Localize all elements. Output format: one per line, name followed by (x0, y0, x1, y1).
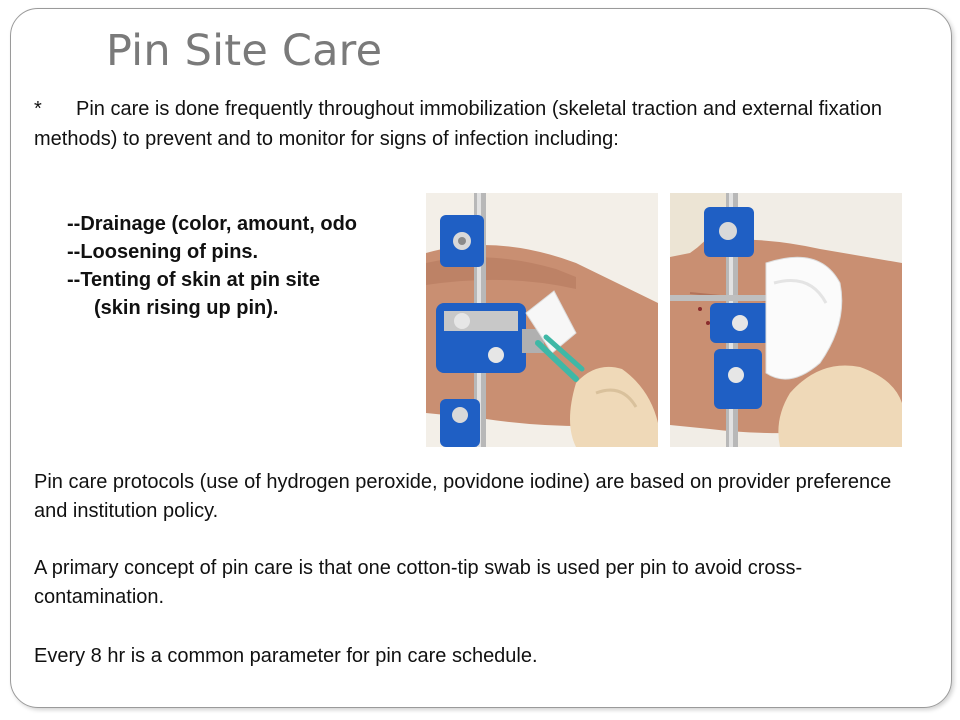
protocol-paragraph: Pin care protocols (use of hydrogen peroxide, povidone iodine) are based on provider preference and institution policy. (34, 471, 892, 522)
sign-drainage: --Drainage (color, amount, odo (67, 213, 358, 235)
infection-signs-list (67, 210, 427, 322)
photo-pin-site-dressing (670, 193, 902, 447)
intro-paragraph (34, 94, 894, 154)
schedule-paragraph: Every 8 hr is a common parameter for pin care schedule. (34, 645, 538, 667)
sign-loosening: --Loosening of pins. (67, 241, 259, 263)
slide-title: Pin Site Care (106, 26, 383, 76)
sign-tenting-detail: (skin rising up pin). (94, 297, 279, 319)
photo-pin-cleaning-swab (426, 193, 658, 447)
intro-bullet: * (34, 98, 42, 120)
sign-tenting: --Tenting of skin at pin site (67, 269, 320, 291)
intro-text: Pin care is done frequently throughout immobilization (skeletal traction and external fixation methods) to prevent and to monitor for signs of infection including: (34, 98, 882, 150)
swab-concept-paragraph: A primary concept of pin care is that one cotton-tip swab is used per pin to avoid cross-contamination. (34, 557, 803, 608)
